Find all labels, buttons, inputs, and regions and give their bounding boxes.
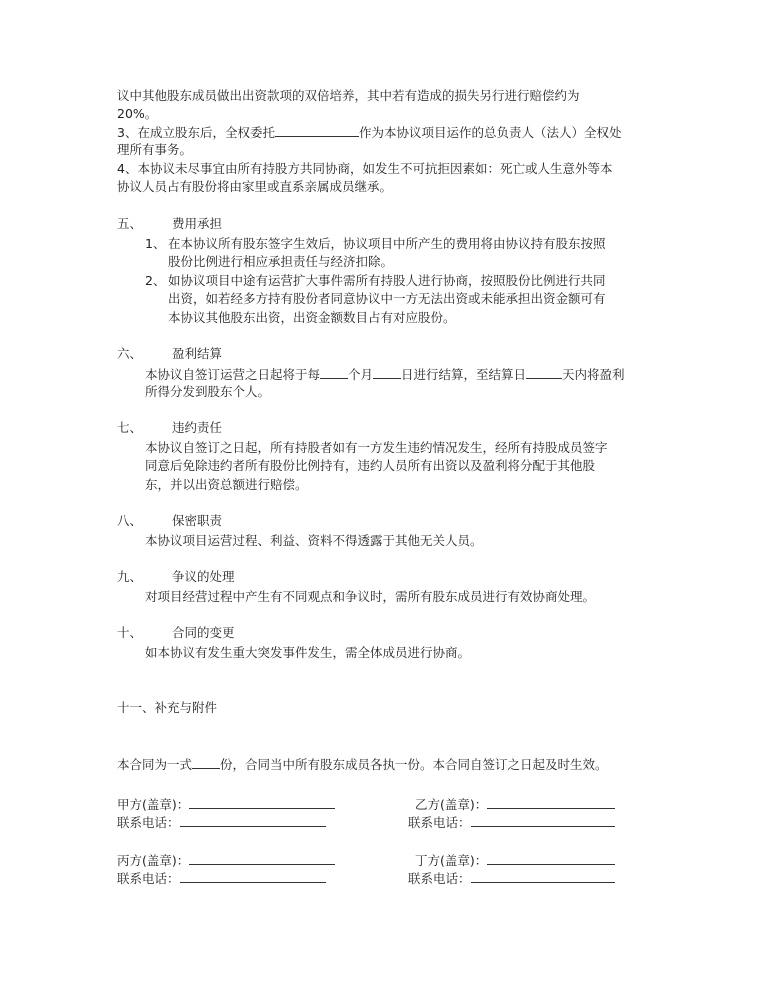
phone-party-b (408, 814, 615, 831)
paragraph-line: 同意后免除违约者所有股份比例持有，违约人员所有出资以及盈利将分配于其他股 (145, 458, 596, 473)
fill-blank (526, 366, 562, 379)
fill-blank (192, 756, 220, 769)
paragraph-line: 东，并以出资总额进行赔偿。 (145, 477, 308, 492)
list-item: 出资，如若经多方持有股份者同意协议中一方无法出资或未能承担出资金额可有 (168, 291, 606, 306)
list-item: 如协议项目中途有运营扩大事件需所有持股人进行协商，按照股份比例进行共同 (168, 273, 606, 288)
paragraph-text: 天内将盈利 (562, 367, 625, 382)
signature-line (487, 796, 615, 809)
section-title: 争议的处理 (172, 569, 235, 584)
section-number: 五、 (117, 216, 143, 231)
list-item: 在本协议所有股东签字生效后，协议项目中所产生的费用将由协议持有股东按照 (168, 236, 606, 251)
signature-line (180, 814, 326, 827)
paragraph-line: 协议人员占有股份将由家里或直系亲属成员继承。 (117, 179, 393, 194)
signature-line (471, 814, 615, 827)
signature-label: 甲方(盖章)： (117, 797, 190, 812)
paragraph-line: 理所有事务。 (117, 142, 193, 157)
closing-text: 本合同为一式 (117, 757, 193, 772)
paragraph-line: 本协议项目运营过程、利益、资料不得透露于其他无关人员。 (145, 533, 483, 548)
clause-3-text: 作为本协议项目运作的总负责人（法人）全权处 (358, 125, 622, 140)
paragraph-line: 议中其他股东成员做出出资款项的双倍培养，其中若有造成的损失另行进行赔偿约为 (117, 88, 580, 103)
paragraph-line: 本协议自签订之日起，所有持股者如有一方发生违约情况发生，经所有持股成员签字 (145, 440, 608, 455)
phone-party-a (117, 814, 326, 831)
fill-blank (320, 366, 348, 379)
closing-statement (117, 756, 608, 773)
paragraph-text: 日进行结算，至结算日 (401, 367, 527, 382)
paragraph-line: 如本协议有发生重大突发事件发生，需全体成员进行协商。 (145, 645, 471, 660)
phone-party-c (117, 870, 326, 887)
section-title: 保密职责 (172, 513, 223, 528)
fill-blank (373, 366, 401, 379)
phone-party-d (408, 870, 615, 887)
section-number: 七、 (117, 420, 143, 435)
paragraph-line (145, 366, 625, 383)
signature-party-a (117, 796, 335, 813)
section-title: 盈利结算 (172, 346, 223, 361)
signature-party-d (415, 852, 615, 869)
clause-4: 4、本协议未尽事宜由所有持股方共同协商，如发生不可抗拒因素如：死亡或人生意外等本 (117, 161, 613, 176)
list-number: 2、 (145, 273, 166, 288)
section-title: 合同的变更 (172, 625, 235, 640)
phone-label: 联系电话： (408, 871, 471, 886)
section-title: 费用承担 (172, 216, 223, 231)
phone-label: 联系电话： (117, 815, 180, 830)
signature-party-c (117, 852, 335, 869)
signature-line (189, 796, 335, 809)
closing-text: 份，合同当中所有股东成员各执一份。本合同自签订之日起及时生效。 (220, 757, 608, 772)
clause-3 (117, 124, 621, 141)
signature-label: 丙方(盖章)： (117, 853, 190, 868)
signature-label: 乙方(盖章)： (415, 797, 488, 812)
phone-label: 联系电话： (117, 871, 180, 886)
signature-line (487, 852, 615, 865)
section-number: 十、 (117, 625, 143, 640)
signature-party-b (415, 796, 615, 813)
fill-blank (275, 124, 359, 137)
list-number: 1、 (145, 236, 166, 251)
signature-line (189, 852, 335, 865)
signature-label: 丁方(盖章)： (415, 853, 488, 868)
section-number: 八、 (117, 513, 143, 528)
signature-line (471, 870, 615, 883)
paragraph-line: 所得分发到股东个人。 (145, 384, 271, 399)
paragraph-text: 本协议自签订运营之日起将于每 (145, 367, 321, 382)
clause-3-text: 3、在成立股东后，全权委托 (117, 125, 275, 140)
section-number: 六、 (117, 346, 143, 361)
paragraph-text: 个月 (348, 367, 374, 382)
section-number: 九、 (117, 569, 143, 584)
paragraph-line: 对项目经营过程中产生有不同观点和争议时，需所有股东成员进行有效协商处理。 (145, 589, 596, 604)
section-heading: 十一、补充与附件 (117, 700, 218, 715)
section-title: 违约责任 (172, 420, 223, 435)
list-item: 本协议其他股东出资，出资金额数目占有对应股份。 (168, 310, 456, 325)
paragraph-line: 20%。 (117, 106, 158, 121)
signature-line (180, 870, 326, 883)
phone-label: 联系电话： (408, 815, 471, 830)
list-item: 股份比例进行相应承担责任与经济扣除。 (168, 254, 394, 269)
